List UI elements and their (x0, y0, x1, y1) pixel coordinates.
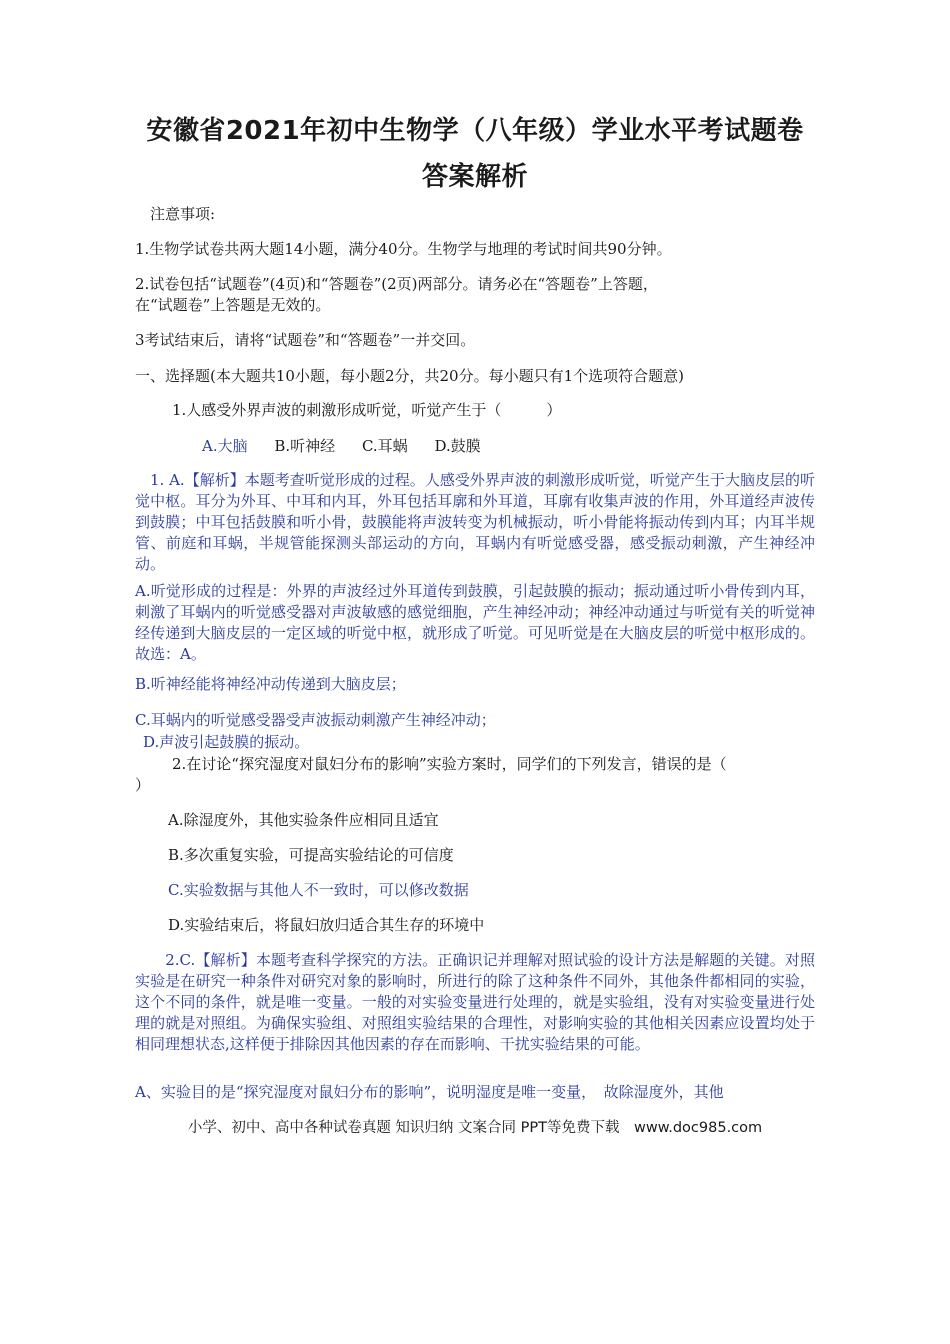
notice-item-1: 1.生物学试卷共两大题14小题，满分40分。生物学与地理的考试时间共90分钟。 (135, 240, 672, 258)
q1-explain-a: A.听觉形成的过程是：外界的声波经过外耳道传到鼓膜，引起鼓膜的振动；振动通过听小骨传到内耳，刺激了耳蜗内的听觉感受器对声波敏感的感觉细胞，产生神经冲动；神经冲动通过与听觉有关的听觉神经传递到大脑皮层的一定区域的听觉中枢，就形成了听觉。可见听觉是在大脑皮层的听觉中枢形成的。故选：A。 (135, 582, 815, 663)
q1-explain-b: B.听神经能将神经冲动传递到大脑皮层； (135, 675, 406, 693)
q2-option-c: C.实验数据与其他人不一致时，可以修改数据 (168, 881, 469, 899)
notice-item-3: 3考试结束后，请将“试题卷”和“答题卷”一并交回。 (135, 331, 476, 349)
q2-option-a: A.除湿度外，其他实验条件应相同且适宜 (168, 811, 439, 829)
q2-explain-a: A、实验目的是“探究湿度对鼠妇分布的影响”，说明湿度是唯一变量， 故除湿度外，其他 (135, 1083, 724, 1101)
q2-analysis: 2.C.【解析】本题考查科学探究的方法。正确识记并理解对照试验的设计方法是解题的关键。对照实验是在研究一种条件对研究对象的影响时，所进行的除了这种条件不同外，其他条件都相同的实验，这个不同的条件，就是唯一变量。一般的对实验变量进行处理的，就是实验组，没有对实验变量进行处理的就是对照组。为确保实验组、对照组实验结果的合理性，对影响实验的其他相关因素应设置均处于相同理想状态,这样便于排除因其他因素的存在而影响、干扰实验结果的可能。 (135, 951, 815, 1053)
notice-heading: 注意事项: (150, 205, 216, 223)
section-heading: 一、选择题(本大题共10小题，每小题2分，共20分。每小题只有1个选项符合题意) (135, 367, 684, 385)
q1-option-b: B.听神经 (274, 437, 336, 455)
q1-explain-c: C.耳蜗内的听觉感受器受声波振动刺激产生神经冲动； (135, 711, 496, 729)
q1-analysis: 1. A.【解析】本题考查听觉形成的过程。人感受外界声波的刺激形成听觉，听觉产生于大脑皮层的听觉中枢。耳分为外耳、中耳和内耳，外耳包括耳廓和外耳道，耳廓有收集声波的作用，外耳道经声波传到鼓膜；中耳包括鼓膜和听小骨，鼓膜能将声波转变为机械振动，听小骨能将振动传到内耳；内耳半规管、前庭和耳蜗，半规管能探测头部运动的方向，耳蜗内有听觉感受器，感受振动刺激，产生神经冲动。 (135, 471, 815, 573)
question-2-stem-line-2: ） (135, 776, 151, 794)
q2-option-d: D.实验结束后，将鼠妇放归适合其生存的环境中 (168, 916, 485, 934)
notice-item-2-line-2: 在“试题卷”上答题是无效的。 (135, 296, 331, 314)
document-subtitle: 答案解析 (421, 162, 528, 192)
document-title: 安徽省2021年初中生物学（八年级）学业水平考试题卷 (146, 116, 804, 146)
q1-option-d: D.鼓膜 (434, 437, 481, 455)
notice-item-2-line-1: 2.试卷包括“试题卷”(4页)和“答题卷”(2页)两部分。请务必在“答题卷”上答题， (135, 275, 658, 293)
page-footer: 小学、初中、高中各种试卷真题 知识归纳 文案合同 PPT等免费下载 www.doc985.com (187, 1120, 763, 1136)
question-1-stem: 1.人感受外界声波的刺激形成听觉，听觉产生于（ ） (172, 401, 562, 419)
q1-option-c: C.耳蜗 (361, 437, 408, 455)
q1-explain-d: D.声波引起鼓膜的振动。 (143, 733, 310, 751)
question-2-stem-line-1: 2.在讨论“探究湿度对鼠妇分布的影响”实验方案时，同学们的下列发言，错误的是（ (172, 755, 727, 773)
question-1-options (202, 436, 503, 457)
q1-option-a: A.大脑 (202, 437, 248, 455)
q2-option-b: B.多次重复实验，可提高实验结论的可信度 (168, 846, 454, 864)
